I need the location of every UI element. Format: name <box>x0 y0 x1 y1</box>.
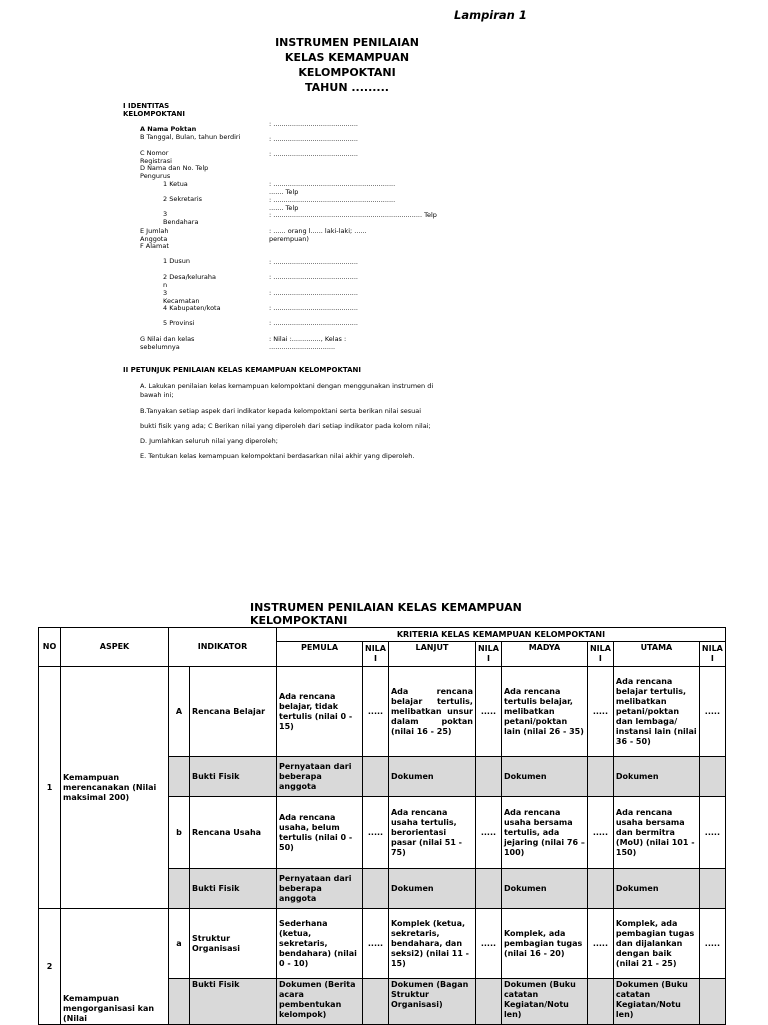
ident-label: F Alamat <box>140 242 169 250</box>
header-nilai: NILA I <box>587 642 613 667</box>
petunjuk-line: E. Tentukan kelas kemampuan kelompoktani berdasarkan nilai akhir yang diperoleh. <box>140 452 415 460</box>
lanjut-cell: Dokumen (Bagan Struktur Organisasi) <box>388 979 475 1025</box>
ident-value: : ......................................... <box>269 304 358 312</box>
lanjut-cell: Komplek (ketua, sekretaris, bendahara, dan seksi2) (nilai 11 - 15) <box>388 909 475 979</box>
ident-label: 1 Ketua <box>163 180 188 188</box>
nilai-cell[interactable]: ..... <box>699 797 725 869</box>
indikator-cell: Bukti Fisik <box>190 757 277 797</box>
table-title-line: INSTRUMEN PENILAIAN KELAS KEMAMPUAN <box>250 601 522 614</box>
ident-value: ....... Telp <box>269 188 299 196</box>
petunjuk-line: A. Lakukan penilaian kelas kemampuan kelompoktani dengan menggunakan instrumen di <box>140 382 434 390</box>
title-line: TAHUN ......... <box>305 81 389 94</box>
document-title <box>240 35 454 95</box>
row-number: 2 <box>39 909 61 1025</box>
nilai-cell[interactable]: ..... <box>475 909 501 979</box>
petunjuk-heading: II PETUNJUK PENILAIAN KELAS KEMAMPUAN KELOMPOKTANI <box>123 366 361 374</box>
table-title-line: KELOMPOKTANI <box>250 614 348 627</box>
ident-label: 2 Desa/keluraha n <box>163 273 216 289</box>
header-lanjut: LANJUT <box>388 642 475 667</box>
utama-cell: Ada rencana usaha bersama dan bermitra (MoU) (nilai 101 - 150) <box>613 797 699 869</box>
ident-value: ....... Telp <box>269 204 299 212</box>
nilai-cell[interactable]: ..... <box>587 797 613 869</box>
ident-label: G Nilai dan kelas sebelumnya <box>140 335 195 351</box>
petunjuk-line: B.Tanyakan setiap aspek dari indikator kepada kelompoktani serta berikan nilai sesuai <box>140 407 422 415</box>
nilai-cell <box>699 757 725 797</box>
utama-cell: Dokumen <box>613 869 699 909</box>
nilai-cell[interactable]: ..... <box>699 667 725 757</box>
header-kriteria: KRITERIA KELAS KEMAMPUAN KELOMPOKTANI <box>277 628 726 642</box>
header-indikator: INDIKATOR <box>169 628 277 667</box>
ident-label: E Jumlah Anggota <box>140 227 169 243</box>
aspek-cell: Kemampuan merencanakan (Nilai maksimal 200) <box>61 667 169 909</box>
utama-cell: Komplek, ada pembagian tugas dan dijalankan dengan baik (nilai 21 - 25) <box>613 909 699 979</box>
ident-value: : ......................................... <box>269 135 358 143</box>
header-madya: MADYA <box>501 642 587 667</box>
ident-value: : ......................................... <box>269 289 358 297</box>
nilai-cell <box>363 757 389 797</box>
lanjut-cell: Dokumen <box>388 757 475 797</box>
ident-label: 2 Sekretaris <box>163 195 203 203</box>
lampiran-label: Lampiran 1 <box>454 8 527 22</box>
nilai-cell[interactable]: ..... <box>587 909 613 979</box>
utama-cell: Dokumen (Buku catatan Kegiatan/Notu len) <box>613 979 699 1025</box>
table-title <box>250 601 522 627</box>
nilai-cell <box>475 757 501 797</box>
pemula-cell: Pernyataan dari beberapa anggota <box>277 869 363 909</box>
nilai-cell <box>363 869 389 909</box>
indikator-cell: Struktur Organisasi <box>190 909 277 979</box>
ident-label: 4 Kabupaten/kota <box>163 304 221 312</box>
indikator-letter <box>169 757 190 797</box>
nilai-cell <box>475 979 501 1025</box>
madya-cell: Dokumen (Buku catatan Kegiatan/Notu len) <box>501 979 587 1025</box>
pemula-cell: Dokumen (Berita acara pembentukan kelompok) <box>277 979 363 1025</box>
ident-value: : ......................................... <box>269 319 358 327</box>
indikator-cell: Rencana Usaha <box>190 797 277 869</box>
row-number: 1 <box>39 667 61 909</box>
ident-value: : ........................................................... <box>269 196 396 204</box>
utama-cell: Dokumen <box>613 757 699 797</box>
petunjuk-line: bukti fisik yang ada; C Berikan nilai yang diperoleh dari setiap indikator pada kolom nilai; <box>140 422 431 430</box>
aspek-cell: Kemampuan mengorganisasi kan (Nilai <box>61 909 169 1025</box>
lanjut-cell: Ada rencana belajar tertulis, melibatkan unsur dalam poktan (nilai 16 - 25) <box>388 667 475 757</box>
header-nilai: NILA I <box>699 642 725 667</box>
nilai-cell[interactable]: ..... <box>363 667 389 757</box>
indikator-letter <box>169 869 190 909</box>
madya-cell: Dokumen <box>501 869 587 909</box>
nilai-cell[interactable]: ..... <box>475 667 501 757</box>
indikator-letter <box>169 979 190 1025</box>
madya-cell: Dokumen <box>501 757 587 797</box>
nilai-cell[interactable]: ..... <box>363 909 389 979</box>
ident-value: : ......................................... <box>269 150 358 158</box>
ident-value: : ........................................................... <box>269 180 396 188</box>
header-nilai: NILA I <box>363 642 389 667</box>
ident-value: : ........................................................................ Telp <box>269 211 437 219</box>
ident-value: perempuan) <box>269 235 309 243</box>
nilai-cell[interactable]: ..... <box>363 797 389 869</box>
indikator-cell: Rencana Belajar <box>190 667 277 757</box>
table-row <box>39 667 726 757</box>
pemula-cell: Ada rencana usaha, belum tertulis (nilai 0 - 50) <box>277 797 363 869</box>
header-aspek: ASPEK <box>61 628 169 667</box>
ident-label: 1 Dusun <box>163 257 190 265</box>
nilai-cell[interactable]: ..... <box>587 667 613 757</box>
header-no: NO <box>39 628 61 667</box>
nilai-cell <box>587 757 613 797</box>
ident-value: : ......................................... <box>269 258 358 266</box>
ident-value: : ......................................... <box>269 120 358 128</box>
madya-cell: Ada rencana tertulis belajar, melibatkan petani/poktan lain (nilai 26 - 35) <box>501 667 587 757</box>
title-line: KELAS KEMAMPUAN <box>284 51 410 64</box>
ident-label: A Nama Poktan <box>140 125 197 133</box>
nilai-cell[interactable]: ..... <box>699 909 725 979</box>
pemula-cell: Pernyataan dari beberapa anggota <box>277 757 363 797</box>
ident-label: 3 Bendahara <box>163 210 199 226</box>
indikator-cell: Bukti Fisik <box>190 869 277 909</box>
header-pemula: PEMULA <box>277 642 363 667</box>
ident-label: 5 Provinsi <box>163 319 195 327</box>
madya-cell: Komplek, ada pembagian tugas (nilai 16 - 20) <box>501 909 587 979</box>
ident-value: : ...... orang l...... laki-laki; ...... <box>269 227 367 235</box>
header-utama: UTAMA <box>613 642 699 667</box>
nilai-cell <box>699 869 725 909</box>
nilai-cell <box>587 869 613 909</box>
ident-value: : Nilai :.............., Kelas : <box>269 335 347 343</box>
assessment-table <box>38 627 726 1025</box>
nilai-cell <box>699 979 725 1025</box>
lanjut-cell: Dokumen <box>388 869 475 909</box>
ident-label: D Nama dan No. Telp Pengurus <box>140 164 209 180</box>
ident-value: ................................ <box>269 343 336 351</box>
nilai-cell[interactable]: ..... <box>475 797 501 869</box>
madya-cell: Ada rencana usaha bersama tertulis, ada jejaring (nilai 76 – 100) <box>501 797 587 869</box>
pemula-cell: Ada rencana belajar, tidak tertulis (nilai 0 - 15) <box>277 667 363 757</box>
nilai-cell <box>587 979 613 1025</box>
nilai-cell <box>363 979 389 1025</box>
header-nilai: NILA I <box>475 642 501 667</box>
ident-label: 3 Kecamatan <box>163 289 200 305</box>
ident-label: C Nomor Registrasi <box>140 149 172 165</box>
title-line: INSTRUMEN PENILAIAN <box>275 36 419 49</box>
lanjut-cell: Ada rencana usaha tertulis, berorientasi pasar (nilai 51 - 75) <box>388 797 475 869</box>
indikator-letter: A <box>169 667 190 757</box>
ident-label: B Tanggal, Bulan, tahun berdiri <box>140 133 241 141</box>
ident-value: : ......................................... <box>269 273 358 281</box>
petunjuk-line: D. Jumlahkan seluruh nilai yang diperoleh; <box>140 437 278 445</box>
title-line: KELOMPOKTANI <box>298 66 396 79</box>
petunjuk-line: bawah ini; <box>140 391 174 399</box>
pemula-cell: Sederhana (ketua, sekretaris, bendahara) (nilai 0 - 10) <box>277 909 363 979</box>
nilai-cell <box>475 869 501 909</box>
indikator-letter: b <box>169 797 190 869</box>
identitas-heading: I IDENTITAS KELOMPOKTANI <box>123 102 185 118</box>
indikator-cell: Bukti Fisik <box>190 979 277 1025</box>
utama-cell: Ada rencana belajar tertulis, melibatkan petani/poktan dan lembaga/ instansi lain (nilai 36 - 50) <box>613 667 699 757</box>
indikator-letter: a <box>169 909 190 979</box>
table-row <box>39 909 726 979</box>
